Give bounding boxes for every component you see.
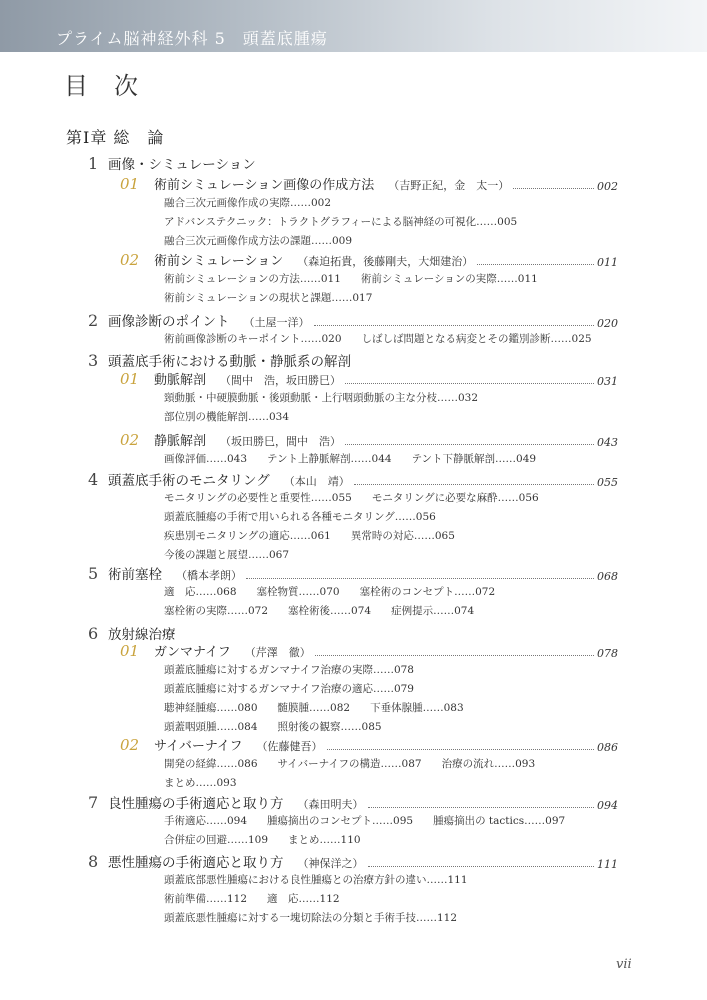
toc-entry[interactable]: 塞栓術の実際……072	[164, 605, 269, 617]
authors: （間中 浩，坂田勝巳）	[220, 374, 342, 387]
page-ref: 068	[597, 570, 618, 583]
entry-line	[164, 389, 498, 408]
toc-section-row[interactable]	[88, 851, 618, 871]
authors: （佐藤健吾）	[256, 740, 323, 753]
dot-leader	[513, 188, 594, 189]
toc-entry[interactable]: 融合三次元画像作成の実際……002	[164, 197, 332, 209]
section-number: 3	[88, 351, 99, 370]
entry-line	[164, 774, 555, 793]
page-ref: 020	[597, 317, 618, 330]
section-title: 頭蓋底手術のモニタリング	[108, 473, 270, 489]
authors: （坂田勝巳，間中 浩）	[220, 435, 342, 448]
entry-line	[164, 489, 559, 508]
toc-section-row[interactable]	[88, 469, 618, 489]
entry-line	[164, 812, 585, 831]
toc-entry[interactable]: 下垂体腺腫……083	[370, 702, 464, 714]
toc-subsection-row[interactable]	[120, 430, 618, 449]
section-title: 放射線治療	[108, 627, 176, 643]
toc-subsection-row[interactable]	[120, 250, 618, 269]
toc-entry[interactable]: 手術適応……094	[164, 815, 248, 827]
toc-entry[interactable]: モニタリングに必要な麻酔……056	[371, 492, 539, 504]
toc-entry[interactable]: 頭蓋底部悪性腫瘍における良性腫瘍との治療方針の違い……111	[164, 874, 468, 886]
entry-line	[164, 289, 558, 308]
subsection-number: 02	[120, 251, 140, 269]
toc-subsection-row[interactable]	[120, 735, 618, 754]
authors: （吉野正紀，金 太一）	[388, 179, 510, 192]
toc-entry[interactable]: 術前準備……112	[164, 893, 248, 905]
toc-title: 目次	[64, 72, 164, 100]
section-title: 画像診断のポイント	[108, 314, 230, 330]
toc-entry[interactable]: 頭蓋底腫瘍の手術で用いられる各種モニタリング……056	[164, 511, 436, 523]
subsection-number: 02	[120, 431, 140, 449]
authors: （森迫拓貴，後藤剛夫，大畑建治）	[297, 255, 474, 268]
toc-entry[interactable]: しばしば問題となる病変とその鑑別診断……025	[361, 333, 592, 345]
entry-line	[164, 602, 515, 621]
page-ref: 094	[597, 799, 618, 812]
page-ref: 078	[597, 647, 618, 660]
section-title: 良性腫瘍の手術適応と取り方	[108, 796, 284, 812]
chapter-heading: 第Ⅰ章 総 論	[66, 128, 165, 147]
entry-line	[164, 583, 515, 602]
toc-subsection-row[interactable]	[120, 641, 618, 660]
toc-section-row[interactable]	[88, 153, 618, 173]
toc-entry[interactable]: 術前シミュレーションの方法……011	[164, 273, 341, 285]
subsection-title: ガンマナイフ	[154, 645, 231, 660]
toc-entry[interactable]: まとめ……110	[288, 834, 361, 846]
toc-entry[interactable]: 聴神経腫瘍……080	[164, 702, 258, 714]
toc-entries	[164, 270, 558, 308]
authors: （橋本孝朗）	[176, 569, 242, 582]
toc-entries	[164, 871, 488, 928]
subsection-number: 01	[120, 642, 140, 660]
toc-entry[interactable]: 塞栓術のコンセプト……072	[359, 586, 496, 598]
dot-leader	[315, 655, 594, 656]
entry-line	[164, 232, 537, 251]
authors: （本山 靖）	[283, 475, 350, 488]
toc-entry[interactable]: 症例提示……074	[391, 605, 475, 617]
page-ref: 086	[597, 741, 618, 754]
entry-line	[164, 213, 537, 232]
toc-entry[interactable]: 融合三次元画像作成方法の課題……009	[164, 235, 353, 247]
toc-section-row[interactable]	[88, 350, 618, 370]
authors: （神保洋之）	[297, 857, 364, 870]
page-ref: 111	[597, 858, 618, 871]
section-number: 2	[88, 311, 99, 330]
toc-entry[interactable]: 術前画像診断のキーポイント……020	[164, 333, 342, 345]
toc-entry[interactable]: 疾患別モニタリングの適応……061	[164, 530, 331, 542]
book-title: プライム脳神経外科 5 頭蓋底腫瘍	[56, 29, 328, 48]
section-number: 4	[88, 470, 99, 489]
dot-leader	[354, 484, 594, 485]
toc-entry[interactable]: 腫瘍摘出の tactics……097	[433, 815, 566, 827]
entry-line	[164, 680, 484, 699]
entry-line	[164, 450, 556, 469]
toc-entry[interactable]: 今後の課題と展望……067	[164, 549, 290, 561]
section-title: 画像・シミュレーション	[108, 157, 256, 173]
toc-entry[interactable]: 部位別の機能解剖……034	[164, 411, 290, 423]
entry-line	[164, 755, 555, 774]
section-title: 頭蓋底手術における動脈・静脈系の解剖	[108, 354, 351, 370]
toc-entries	[164, 583, 515, 621]
dot-leader	[345, 444, 594, 445]
section-number: 8	[88, 852, 99, 871]
toc-entry[interactable]: 頭蓋底悪性腫瘍に対する一塊切除法の分類と手術手技……112	[164, 912, 458, 924]
toc-entry[interactable]: 頭蓋咽頭腫……084	[164, 721, 258, 733]
dot-leader	[327, 749, 594, 750]
entry-line	[164, 831, 585, 850]
toc-entry[interactable]: 治療の流れ……093	[441, 758, 536, 770]
dot-leader	[368, 807, 595, 808]
toc-entry[interactable]: 髄膜腫……082	[277, 702, 351, 714]
toc-entry[interactable]: テント下静脈解剖……049	[411, 453, 537, 465]
page-ref: 055	[597, 476, 618, 489]
toc-entry[interactable]: 塞栓物質……070	[256, 586, 340, 598]
authors: （土屋一洋）	[243, 316, 310, 329]
toc-entries	[164, 755, 555, 793]
section-number: 5	[88, 564, 99, 583]
dot-leader	[314, 325, 595, 326]
toc-entry[interactable]: 画像評価……043	[164, 453, 248, 465]
toc-entry[interactable]: アドバンステクニック：トラクトグラフィーによる脳神経の可視化……005	[164, 216, 518, 228]
toc-subsection-row[interactable]	[120, 369, 618, 388]
toc-entry[interactable]: 合併症の回避……109	[164, 834, 269, 846]
toc-entries	[164, 389, 498, 427]
toc-entry[interactable]: 適 応……068	[164, 586, 237, 598]
toc-entry[interactable]: 腫瘍摘出のコンセプト……095	[267, 815, 414, 827]
toc-entry[interactable]: 適 応……112	[267, 893, 340, 905]
toc-entry[interactable]: 頸動脈・中硬膜動脈・後頭動脈・上行咽頭動脈の主な分枝……032	[164, 392, 479, 404]
dot-leader	[477, 264, 594, 265]
dot-leader	[246, 578, 594, 579]
entry-line	[164, 661, 484, 680]
subsection-title: 静脈解剖	[154, 434, 207, 449]
toc-entry[interactable]: 照射後の観察……085	[277, 721, 382, 733]
toc-entry[interactable]: 塞栓術後……074	[288, 605, 372, 617]
toc-section-row[interactable]	[88, 792, 618, 812]
section-title: 術前塞栓	[108, 567, 162, 583]
toc-subsection-row[interactable]	[120, 174, 618, 193]
section-number: 6	[88, 624, 99, 643]
entry-line	[164, 270, 558, 289]
authors: （森田明夫）	[297, 798, 364, 811]
entry-line	[164, 871, 488, 890]
subsection-number: 01	[120, 370, 140, 388]
toc-section-row[interactable]	[88, 563, 618, 583]
toc-entry[interactable]: 術前シミュレーションの実際……011	[360, 273, 538, 285]
subsection-number: 01	[120, 175, 140, 193]
entry-line	[164, 330, 612, 349]
section-number: 1	[88, 154, 99, 173]
page-ref: 011	[597, 256, 618, 269]
toc-entry[interactable]: 開発の経緯……086	[164, 758, 258, 770]
toc-entry[interactable]: 頭蓋底腫瘍に対するガンマナイフ治療の実際……078	[164, 664, 414, 676]
toc-entries	[164, 450, 556, 469]
section-title: 悪性腫瘍の手術適応と取り方	[108, 855, 284, 871]
toc-entries	[164, 812, 585, 850]
dot-leader	[368, 866, 595, 867]
toc-entry[interactable]: まとめ……093	[164, 777, 237, 789]
toc-entries	[164, 194, 537, 251]
toc-entry[interactable]: 異常時の対応……065	[350, 530, 455, 542]
subsection-number: 02	[120, 736, 140, 754]
entry-line	[164, 194, 537, 213]
subsection-title: 術前シミュレーション画像の作成方法	[154, 178, 375, 193]
toc-section-row[interactable]	[88, 623, 618, 643]
section-number: 7	[88, 793, 99, 812]
page-ref: 031	[597, 375, 618, 388]
entry-line	[164, 890, 488, 909]
entry-line	[164, 408, 498, 427]
running-header	[0, 0, 707, 52]
entry-line	[164, 508, 559, 527]
toc-entry[interactable]: 頭蓋底腫瘍に対するガンマナイフ治療の適応……079	[164, 683, 414, 695]
toc-section-row[interactable]	[88, 310, 618, 330]
authors: （芹澤 徹）	[244, 646, 311, 659]
toc-entries	[164, 661, 484, 737]
toc-entry[interactable]: 術前シミュレーションの現状と課題……017	[164, 292, 373, 304]
subsection-title: サイバーナイフ	[154, 739, 243, 754]
toc-entry[interactable]: テント上静脈解剖……044	[267, 453, 392, 465]
entry-line	[164, 699, 484, 718]
toc-entries	[164, 489, 559, 565]
page-number: vii	[616, 957, 632, 972]
page-ref: 002	[597, 180, 618, 193]
entry-line	[164, 909, 488, 928]
entry-line	[164, 527, 559, 546]
subsection-title: 動脈解剖	[154, 373, 207, 388]
dot-leader	[345, 383, 594, 384]
subsection-title: 術前シミュレーション	[154, 254, 284, 269]
toc-entry[interactable]: モニタリングの必要性と重要性……055	[164, 492, 352, 504]
toc-entries	[164, 330, 612, 349]
toc-entry[interactable]: サイバーナイフの構造……087	[277, 758, 422, 770]
page-ref: 043	[597, 436, 618, 449]
